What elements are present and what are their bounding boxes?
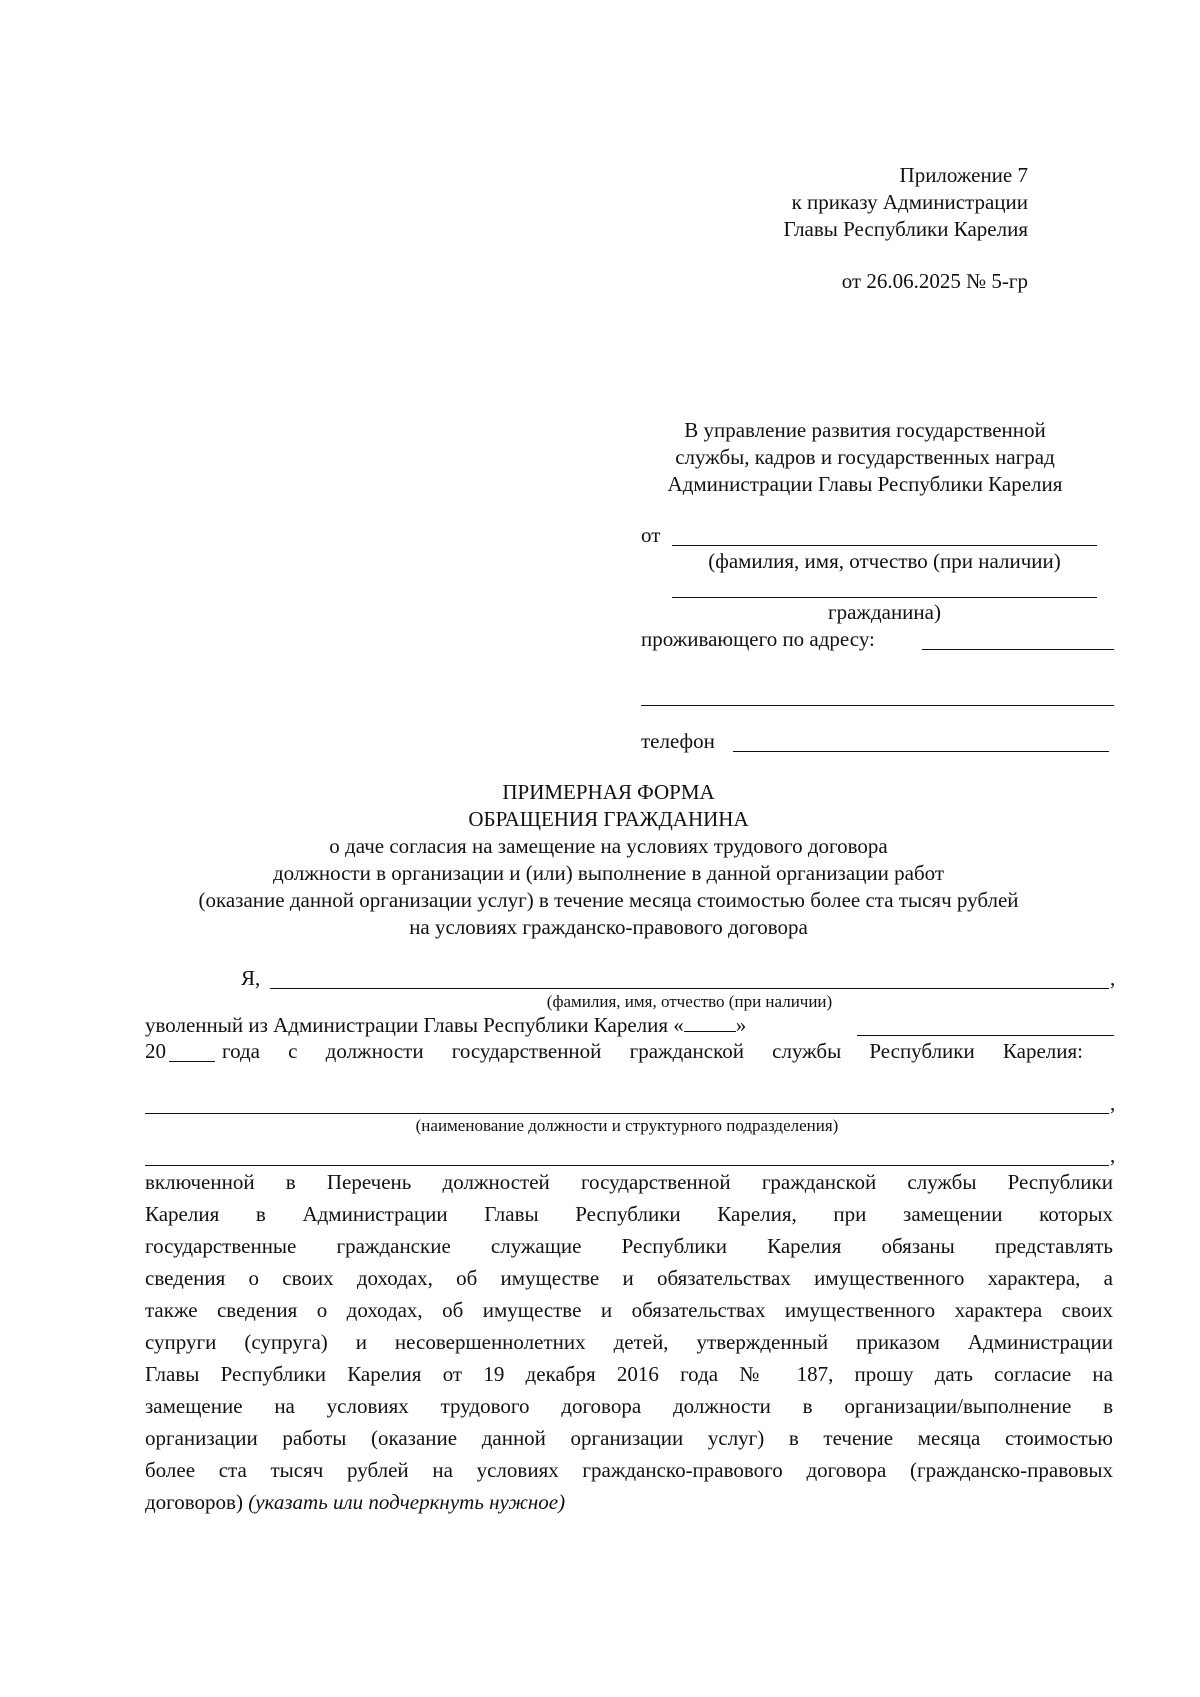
paragraph-line-1: включенной в Перечень должностей государственной гражданской службы Республики xyxy=(145,1170,1113,1194)
paragraph-line-2: Карелия в Администрации Главы Республики Карелия, при замещении которых xyxy=(145,1202,1113,1226)
title-line-3: о даче согласия на замещение на условиях трудового договора xyxy=(329,834,888,858)
citizen-hint: гражданина) xyxy=(828,600,941,624)
fio-hint-body: (фамилия, имя, отчество (при наличии) xyxy=(546,992,833,1011)
title-line-6: на условиях гражданско-правового договора xyxy=(409,915,808,939)
comma-1: , xyxy=(1110,966,1116,990)
paragraph-line-6: супруги (супруга) и несовершеннолетних детей, утвержденный приказом Администрации xyxy=(145,1330,1113,1354)
addressee-line-3: Администрации Главы Республики Карелия xyxy=(667,472,1063,496)
address-field[interactable] xyxy=(922,627,1114,650)
paragraph-line-7: Главы Республики Карелия от 19 декабря 2016 года № 187, прошу дать согласие на xyxy=(145,1362,1113,1386)
comma-3: , xyxy=(1110,1143,1116,1167)
appendix-number: Приложение 7 xyxy=(899,163,1028,187)
title-line-2: ОБРАЩЕНИЯ ГРАЖДАНИНА xyxy=(468,807,749,831)
year-prefix: 20 xyxy=(145,1039,166,1063)
address-label: проживающего по адресу: xyxy=(641,627,875,651)
appendix-authority: Главы Республики Карелия xyxy=(783,217,1028,241)
paragraph-line-4: сведения о своих доходах, об имуществе и обязательствах имущественного характера, а xyxy=(145,1266,1113,1290)
applicant-name-field-2[interactable] xyxy=(672,575,1097,598)
paragraph-line-10: более ста тысяч рублей на условиях гражданско-правового договора (гражданско-правовых xyxy=(145,1458,1113,1482)
phone-label: телефон xyxy=(641,729,715,753)
appendix-order-date: от 26.06.2025 № 5-гр xyxy=(841,269,1028,293)
paragraph-instruction: (указать или подчеркнуть нужное) xyxy=(248,1490,566,1514)
dismissal-month-field[interactable] xyxy=(857,1013,1114,1036)
title-line-4: должности в организации и (или) выполнение в данной организации работ xyxy=(272,861,945,885)
applicant-name-field[interactable] xyxy=(672,523,1097,546)
title-line-1: ПРИМЕРНАЯ ФОРМА xyxy=(502,780,715,804)
address-field-2[interactable] xyxy=(641,683,1114,706)
paragraph-line-3: государственные гражданские служащие Республики Карелия обязаны представлять xyxy=(145,1234,1113,1258)
from-label: от xyxy=(641,523,661,547)
paragraph-line-5: также сведения о доходах, об имуществе и обязательствах имущественного характера своих xyxy=(145,1298,1113,1322)
i-label: Я, xyxy=(241,966,261,990)
position-field-2[interactable] xyxy=(145,1143,1109,1166)
comma-2: , xyxy=(1110,1091,1116,1115)
paragraph-line-11 xyxy=(145,1486,565,1518)
paragraph-last-start: договоров) xyxy=(145,1490,243,1514)
dismissal-day-field[interactable] xyxy=(684,1009,736,1032)
title-line-5: (оказание данной организации услуг) в течение месяца стоимостью более ста тысяч рублей xyxy=(198,888,1019,912)
dismissed-quote-close: » xyxy=(735,1013,747,1037)
appendix-order-ref: к приказу Администрации xyxy=(791,190,1028,214)
position-hint: (наименование должности и структурного подразделения) xyxy=(415,1116,839,1135)
addressee-line-1: В управление развития государственной xyxy=(684,418,1046,442)
phone-field[interactable] xyxy=(733,729,1109,752)
dismissal-year-field[interactable] xyxy=(169,1039,215,1062)
paragraph-line-8: замещение на условиях трудового договора должности в организации/выполнение в xyxy=(145,1394,1113,1418)
paragraph-line-9: организации работы (оказание данной организации услуг) в течение месяца стоимостью xyxy=(145,1426,1113,1450)
year-suffix: года с должности государственной гражданской службы Республики Карелия: xyxy=(222,1039,1083,1063)
addressee-line-2: службы, кадров и государственных наград xyxy=(675,445,1055,469)
fio-hint: (фамилия, имя, отчество (при наличии) xyxy=(708,549,1061,573)
dismissed-prefix: уволенный из Администрации Главы Республики Карелия « xyxy=(145,1013,684,1037)
